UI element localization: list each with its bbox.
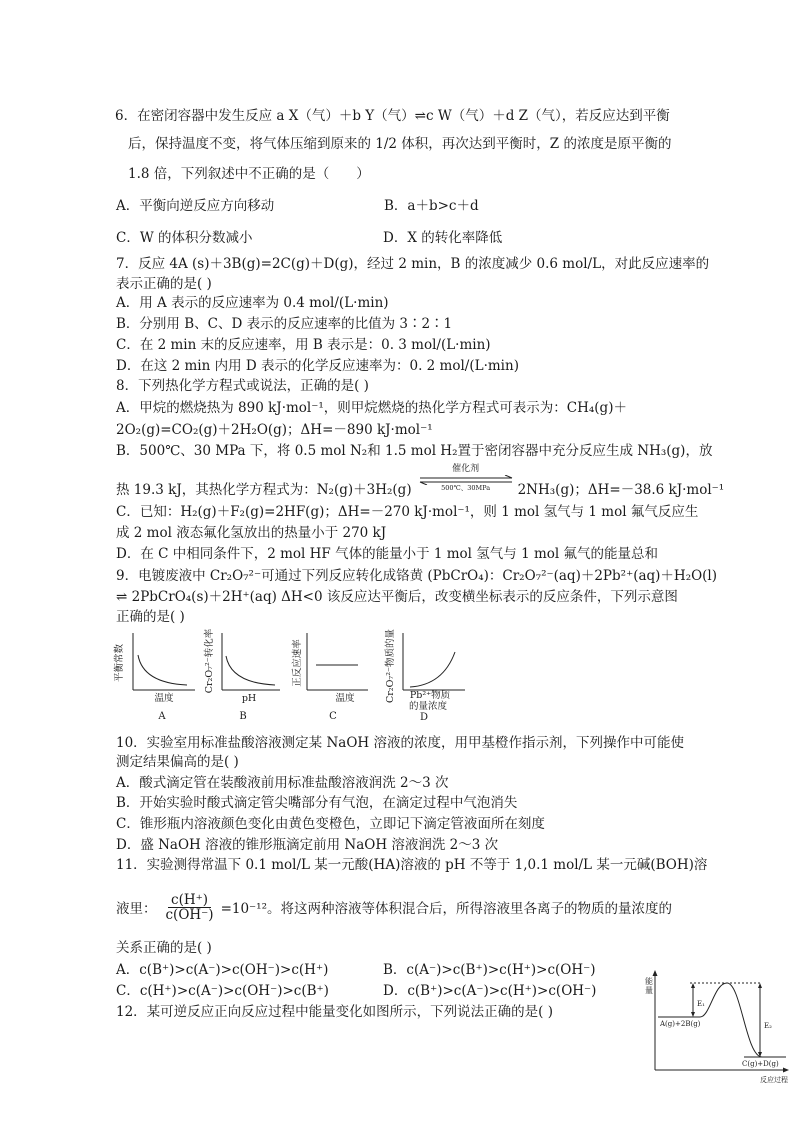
- q11-option-d: D．c(B⁺)>c(A⁻)>c(H⁺)>c(OH⁻): [383, 983, 597, 999]
- q8-option-a-line-1: A．甲烷的燃烧热为 890 kJ·mol⁻¹，则甲烷燃烧的热化学方程式可表示为：CH₄(g)＋: [116, 400, 627, 416]
- fraction-numerator: c(H⁺): [168, 893, 211, 908]
- graph-d-letter: D: [419, 712, 429, 723]
- q12-stem: 12．某可逆反应正向反应过程中能量变化如图所示，下列说法正确的是( ): [116, 1004, 554, 1020]
- graph-d-x-label-line-2: 的量浓度: [408, 701, 448, 712]
- q11-option-b: B．c(A⁻)>c(B⁺)>c(H⁺)>c(OH⁻): [383, 962, 596, 978]
- q7-option-b: B．分别用 B、C、D 表示的反应速率的比值为 3∶2∶1: [116, 316, 453, 332]
- graph-a-y-label: 平衡常数: [114, 643, 125, 683]
- fraction-denominator: c(OH⁻): [165, 906, 214, 923]
- graph-a-curve: [138, 655, 187, 685]
- y-axis-arrow-icon: [653, 970, 658, 976]
- q10-option-d: D．盛 NaOH 溶液的锥形瓶滴定前用 NaOH 溶液润洗 2～3 次: [116, 837, 499, 853]
- q11-stem-line-3: 关系正确的是( ): [116, 940, 212, 956]
- q7-option-d: D．在这 2 min 内用 D 表示的化学反应速率为：0. 2 mol/(L·min): [116, 358, 519, 374]
- reaction-conditions-label: 500℃、30MPa: [441, 484, 491, 492]
- e1-label: E₁: [697, 1000, 705, 1008]
- q11-stem-line-2: [116, 892, 672, 922]
- catalyst-label: 催化剂: [452, 464, 480, 474]
- q10-stem-line-2: 测定结果偏高的是( ): [116, 754, 239, 770]
- q11-stem-line-2-prefix: 液里：: [116, 901, 157, 917]
- graph-a-x-label: 温度: [154, 693, 174, 704]
- graph-a-letter: A: [158, 711, 166, 722]
- q7-option-a: A．用 A 表示的反应速率为 0.4 mol/(L·min): [116, 295, 389, 311]
- graph-b-x-label: pH: [241, 693, 257, 704]
- x-axis-arrow-icon: [783, 1068, 789, 1073]
- q6-stem-line-3: 1.8 倍，下列叙述中不正确的是（ ）: [128, 166, 370, 182]
- q9-graphs: [110, 625, 475, 725]
- energy-diagram: [638, 962, 790, 1086]
- q8-option-c-line-2: 成 2 mol 液态氟化氢放出的热量小于 270 kJ: [116, 525, 387, 541]
- q11-option-a: A．c(B⁺)>c(A⁻)>c(OH⁻)>c(H⁺): [116, 962, 329, 978]
- q6-option-b: B．a＋b>c＋d: [384, 198, 479, 214]
- q7-option-c: C．在 2 min 末的反应速率，用 B 表示是：0. 3 mol/(L·min): [116, 337, 491, 353]
- q7-stem-line-1: 7．反应 4A (s)＋3B(g)=2C(g)＋D(g)，经过 2 min，B 的浓度减少 0.6 mol/L，对此反应速率的: [116, 256, 710, 272]
- concentration-ratio-fraction: [163, 893, 217, 922]
- products-label: C(g)+D(g): [742, 1060, 779, 1068]
- catalyst-equilibrium-arrow: [418, 464, 514, 499]
- energy-curve: [700, 983, 762, 1057]
- energy-diagram-x-label: 反应过程: [760, 1076, 788, 1084]
- q8-option-b-line-2: [116, 464, 725, 499]
- q10-stem-line-1: 10．实验室用标准盐酸溶液测定某 NaOH 溶液的浓度，用甲基橙作指示剂，下列操作中可能使: [116, 735, 684, 751]
- e1-arrow-down-icon: [691, 1012, 695, 1017]
- graph-d-y-label: Cr₂O₇²⁻物质的量: [385, 628, 396, 704]
- graph-c: [291, 633, 368, 722]
- e2-arrow-up-icon: [758, 983, 762, 988]
- graph-d: [384, 628, 465, 723]
- graph-c-letter: C: [329, 711, 337, 722]
- graph-c-x-label: 温度: [335, 693, 355, 704]
- graph-d-curve: [410, 652, 455, 687]
- graph-b-y-label: Cr₂O₇²⁻转化率: [204, 628, 215, 694]
- e1-arrow-up-icon: [691, 983, 695, 988]
- q10-option-c: C．锥形瓶内溶液颜色变化由黄色变橙色，立即记下滴定管液面所在刻度: [116, 816, 545, 832]
- q11-stem-line-1: 11．实验测得常温下 0.1 mol/L 某一元酸(HA)溶液的 pH 不等于 1,0.1 mol/L 某一元碱(BOH)溶: [116, 857, 708, 873]
- q8-option-b-reactants: 热 19.3 kJ，其热化学方程式为：N₂(g)＋3H₂(g): [116, 482, 412, 498]
- q11-stem-line-2-suffix: =10⁻¹²。将这两种溶液等体积混合后，所得溶液里各离子的物质的量浓度的: [220, 901, 673, 917]
- graph-b-curve: [226, 656, 275, 685]
- q10-option-a: A．酸式滴定管在装酸液前用标准盐酸溶液润洗 2～3 次: [116, 775, 449, 791]
- q6-stem-line-2: 后，保持温度不变，将气体压缩到原来的 1/2 体积，再次达到平衡时，Z 的浓度是原平衡的: [128, 136, 672, 152]
- q10-option-b: B．开始实验时酸式滴定管尖嘴部分有气泡，在滴定过程中气泡消失: [116, 795, 518, 811]
- graph-b-letter: B: [239, 711, 247, 722]
- q6-option-a: A．平衡向逆反应方向移动: [116, 198, 275, 214]
- reactants-label: A(g)+2B(g): [660, 1020, 701, 1028]
- q7-stem-line-2: 表示正确的是( ): [116, 276, 212, 292]
- energy-diagram-y-label: 能量: [645, 977, 653, 995]
- q8-option-c-line-1: C．已知：H₂(g)＋F₂(g)=2HF(g)；ΔH=－270 kJ·mol⁻¹，则 1 mol 氢气与 1 mol 氟气反应生: [116, 504, 699, 520]
- q8-stem: 8．下列热化学方程式或说法，正确的是( ): [116, 378, 369, 394]
- q11-option-c: C．c(H⁺)>c(A⁻)>c(OH⁻)>c(B⁺): [116, 983, 329, 999]
- q9-stem-line-1: 9．电镀废液中 Cr₂O₇²⁻可通过下列反应转化成铬黄 (PbCrO₄)：Cr₂O₇²⁻(aq)＋2Pb²⁺(aq)＋H₂O(l): [116, 568, 718, 584]
- q8-option-d: D．在 C 中相同条件下，2 mol HF 气体的能量小于 1 mol 氢气与 1 mol 氟气的能量总和: [116, 546, 659, 562]
- q9-stem-line-2: ⇌ 2PbCrO₄(s)＋2H⁺(aq) ΔH<0 该反应达平衡后，改变横坐标表示的反应条件，下列示意图: [116, 589, 678, 605]
- q6-stem-line-1: 6．在密闭容器中发生反应 a X（气）＋b Y（气）⇌c W（气）＋d Z（气），若反应达到平衡: [115, 108, 670, 124]
- e2-label: E₂: [764, 1022, 772, 1030]
- q9-stem-line-3: 正确的是( ): [116, 609, 185, 625]
- q6-option-d: D．X 的转化率降低: [383, 230, 503, 246]
- graph-c-y-label: 正反应速率: [292, 639, 303, 687]
- q8-option-b-products: 2NH₃(g)；ΔH=－38.6 kJ·mol⁻¹: [517, 482, 725, 498]
- graph-b: [203, 628, 280, 722]
- q8-option-a-line-2: 2O₂(g)=CO₂(g)＋2H₂O(g)；ΔH=－890 kJ·mol⁻¹: [116, 422, 433, 438]
- graph-d-x-label-line-1: Pb²⁺物质: [409, 690, 451, 701]
- graph-a: [113, 633, 195, 722]
- q6-option-c: C．W 的体积分数减小: [116, 230, 253, 246]
- q8-option-b-line-1: B．500℃、30 MPa 下，将 0.5 mol N₂和 1.5 mol H₂置于密闭容器中充分反应生成 NH₃(g)，放: [116, 443, 713, 459]
